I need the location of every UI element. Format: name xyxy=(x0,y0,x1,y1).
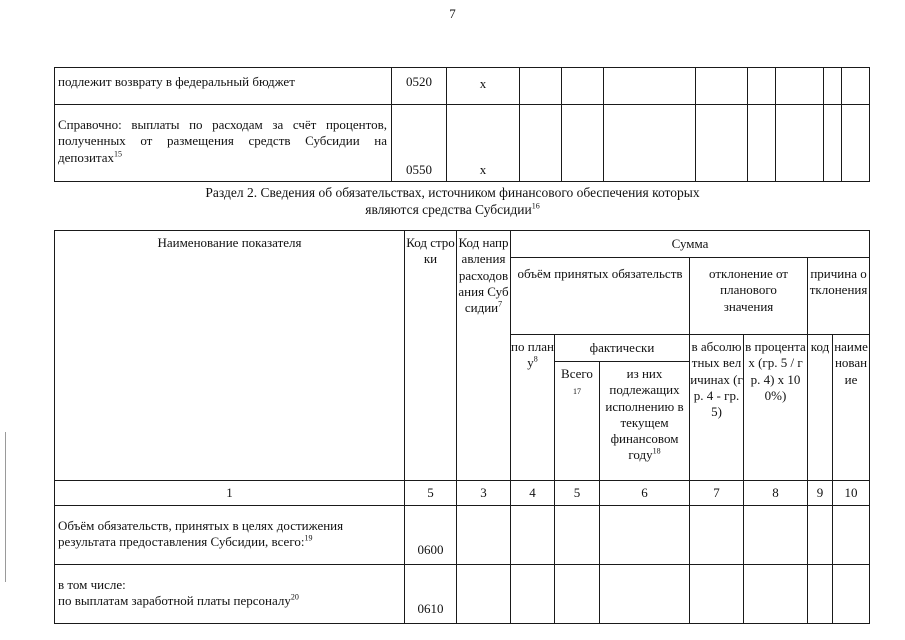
header-subject: из них подлежащих исполнению в текущем финансовом году$^{18}$ xyxy=(600,362,690,481)
column-number: 4 xyxy=(511,481,555,506)
data-cell xyxy=(511,565,555,624)
table-row xyxy=(55,68,870,105)
data-cell xyxy=(842,68,870,105)
row-label: Объём обязательств, принятых в целях достижения результата предоставления Субсидии, всего:$^{19}$ xyxy=(55,506,405,565)
column-number: 8 xyxy=(744,481,808,506)
column-number: 3 xyxy=(457,481,511,506)
obligations-table xyxy=(54,230,870,624)
data-cell xyxy=(776,68,824,105)
data-cell xyxy=(748,105,776,182)
data-cell xyxy=(808,565,833,624)
column-number: 7 xyxy=(690,481,744,506)
footnote-mark: 15 xyxy=(114,149,123,159)
data-cell xyxy=(776,105,824,182)
data-cell xyxy=(555,565,600,624)
scan-artifact-line xyxy=(5,432,6,582)
row-label: подлежит возврату в федеральный бюджет xyxy=(55,68,392,105)
header-sum: Сумма xyxy=(511,231,870,258)
data-cell xyxy=(562,68,604,105)
row-code: 0610 xyxy=(405,565,457,624)
header-deviation: отклонение от планового значения xyxy=(690,258,808,335)
column-number: 5 xyxy=(405,481,457,506)
data-cell xyxy=(520,68,562,105)
data-cell xyxy=(808,506,833,565)
header-pct: в процентах (гр. 5 / гр. 4) х 100%) xyxy=(744,335,808,481)
data-cell xyxy=(690,506,744,565)
data-cell xyxy=(824,105,842,182)
section-title: Раздел 2. Сведения об обязательствах, источником финансового обеспечения которых являются средства Субсидии$^{16}$ xyxy=(205,185,700,217)
header-row xyxy=(55,231,870,258)
data-cell xyxy=(457,506,511,565)
data-cell xyxy=(511,506,555,565)
footnote-mark: 8 xyxy=(533,354,538,364)
footnote-mark: 7 xyxy=(498,299,503,309)
header-total: Всего 17 xyxy=(555,362,600,481)
header-actual: фактически xyxy=(555,335,690,362)
column-numbers-row xyxy=(55,481,870,506)
data-cell xyxy=(833,506,870,565)
data-cell xyxy=(744,506,808,565)
header-naim: наименование xyxy=(833,335,870,481)
row-label: в том числе: по выплатам заработной платы персоналу$^{20}$ xyxy=(55,565,405,624)
continuation-table xyxy=(54,67,870,182)
data-cell xyxy=(744,565,808,624)
table-row xyxy=(55,565,870,624)
footnote-mark: 18 xyxy=(652,446,661,456)
data-cell xyxy=(696,68,748,105)
data-cell xyxy=(555,506,600,565)
data-cell xyxy=(600,506,690,565)
data-cell xyxy=(824,68,842,105)
row-code: 0550 xyxy=(392,105,447,182)
column-number: 1 xyxy=(55,481,405,506)
data-cell xyxy=(842,105,870,182)
header-abs: в абсолютных величинах (гр. 4 - гр. 5) xyxy=(690,335,744,481)
footnote-mark: 20 xyxy=(290,592,299,602)
row-mark: x xyxy=(447,68,520,105)
page-number: 7 xyxy=(449,6,456,21)
column-number: 6 xyxy=(600,481,690,506)
row-mark: x xyxy=(447,105,520,182)
data-cell xyxy=(600,565,690,624)
data-cell xyxy=(604,105,696,182)
data-cell xyxy=(748,68,776,105)
row-code: 0520 xyxy=(392,68,447,105)
data-cell xyxy=(457,565,511,624)
data-cell xyxy=(604,68,696,105)
header-code: Код строки xyxy=(405,231,457,481)
table-row xyxy=(55,506,870,565)
data-cell xyxy=(562,105,604,182)
header-name: Наименование показателя xyxy=(55,231,405,481)
footnote-mark: 19 xyxy=(304,533,313,543)
header-accepted: объём принятых обязательств xyxy=(511,258,690,335)
header-reason: причина отклонения xyxy=(808,258,870,335)
header-direction-code: Код направления расходования Субсидии$^7$ xyxy=(457,231,511,481)
data-cell xyxy=(696,105,748,182)
row-code: 0600 xyxy=(405,506,457,565)
column-number: 9 xyxy=(808,481,833,506)
row-label: Справочно: выплаты по расходам за счёт процентов, полученных от размещения средств Субсидии на депозитах$^{15}$ xyxy=(55,105,392,182)
column-number: 10 xyxy=(833,481,870,506)
data-cell xyxy=(520,105,562,182)
footnote-mark: 17 xyxy=(573,387,581,397)
header-kod: код xyxy=(808,335,833,481)
column-number: 5 xyxy=(555,481,600,506)
header-plan: по плану$^8$ xyxy=(511,335,555,481)
table-row xyxy=(55,105,870,182)
footnote-mark: 16 xyxy=(531,201,540,211)
data-cell xyxy=(690,565,744,624)
data-cell xyxy=(833,565,870,624)
